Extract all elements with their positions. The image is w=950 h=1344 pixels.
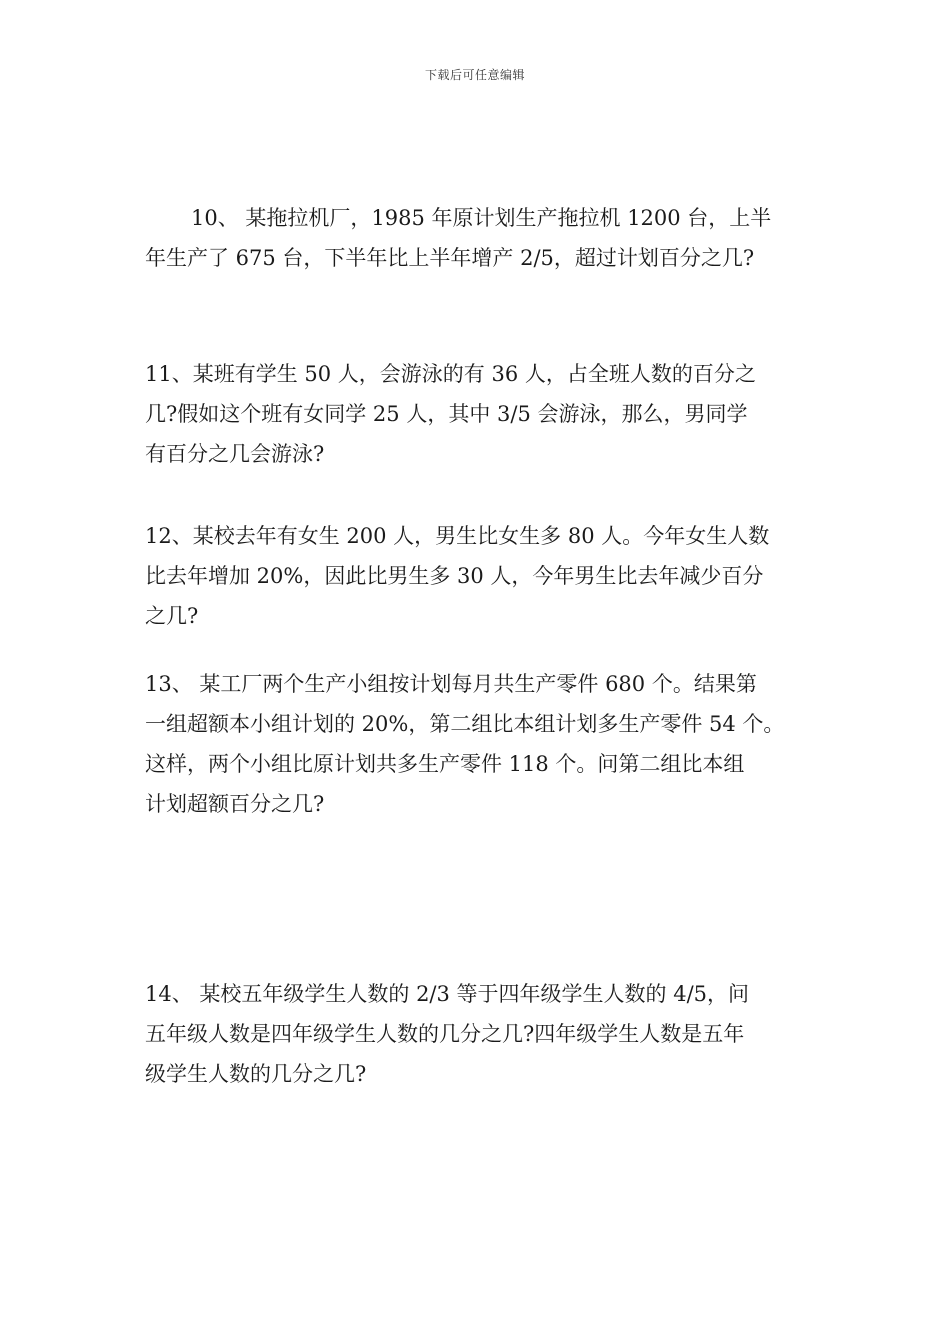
problem-line: 五年级人数是四年级学生人数的几分之几?四年级学生人数是五年 xyxy=(145,1022,745,1046)
problem-line: 10、 某拖拉机厂，1985 年原计划生产拖拉机 1200 台，上半 xyxy=(191,206,772,230)
problem-11 xyxy=(145,354,815,474)
problem-line: 级学生人数的几分之几? xyxy=(145,1062,367,1086)
problem-10 xyxy=(145,198,815,278)
problem-line: 13、 某工厂两个生产小组按计划每月共生产零件 680 个。结果第 xyxy=(145,672,757,696)
problem-line: 一组超额本小组计划的 20%，第二组比本组计划多生产零件 54 个。 xyxy=(145,712,785,736)
problem-line: 几?假如这个班有女同学 25 人，其中 3/5 会游泳，那么，男同学 xyxy=(145,402,748,426)
problem-line: 比去年增加 20%，因此比男生多 30 人，今年男生比去年减少百分 xyxy=(145,564,764,588)
problem-line: 计划超额百分之几? xyxy=(145,792,325,816)
problem-line: 有百分之几会游泳? xyxy=(145,442,325,466)
problem-12 xyxy=(145,516,815,636)
problem-14 xyxy=(145,974,815,1094)
problem-line: 年生产了 675 台，下半年比上半年增产 2/5，超过计划百分之几? xyxy=(145,246,755,270)
problem-line: 这样，两个小组比原计划共多生产零件 118 个。问第二组比本组 xyxy=(145,752,745,776)
problem-line: 之几? xyxy=(145,604,199,628)
problem-line: 11、某班有学生 50 人，会游泳的有 36 人，占全班人数的百分之 xyxy=(145,362,756,386)
problem-13 xyxy=(145,664,815,824)
problem-line: 14、 某校五年级学生人数的 2/3 等于四年级学生人数的 4/5，问 xyxy=(145,982,750,1006)
problem-line: 12、某校去年有女生 200 人，男生比女生多 80 人。今年女生人数 xyxy=(145,524,770,548)
page-header: 下载后可任意编辑 xyxy=(424,68,525,82)
